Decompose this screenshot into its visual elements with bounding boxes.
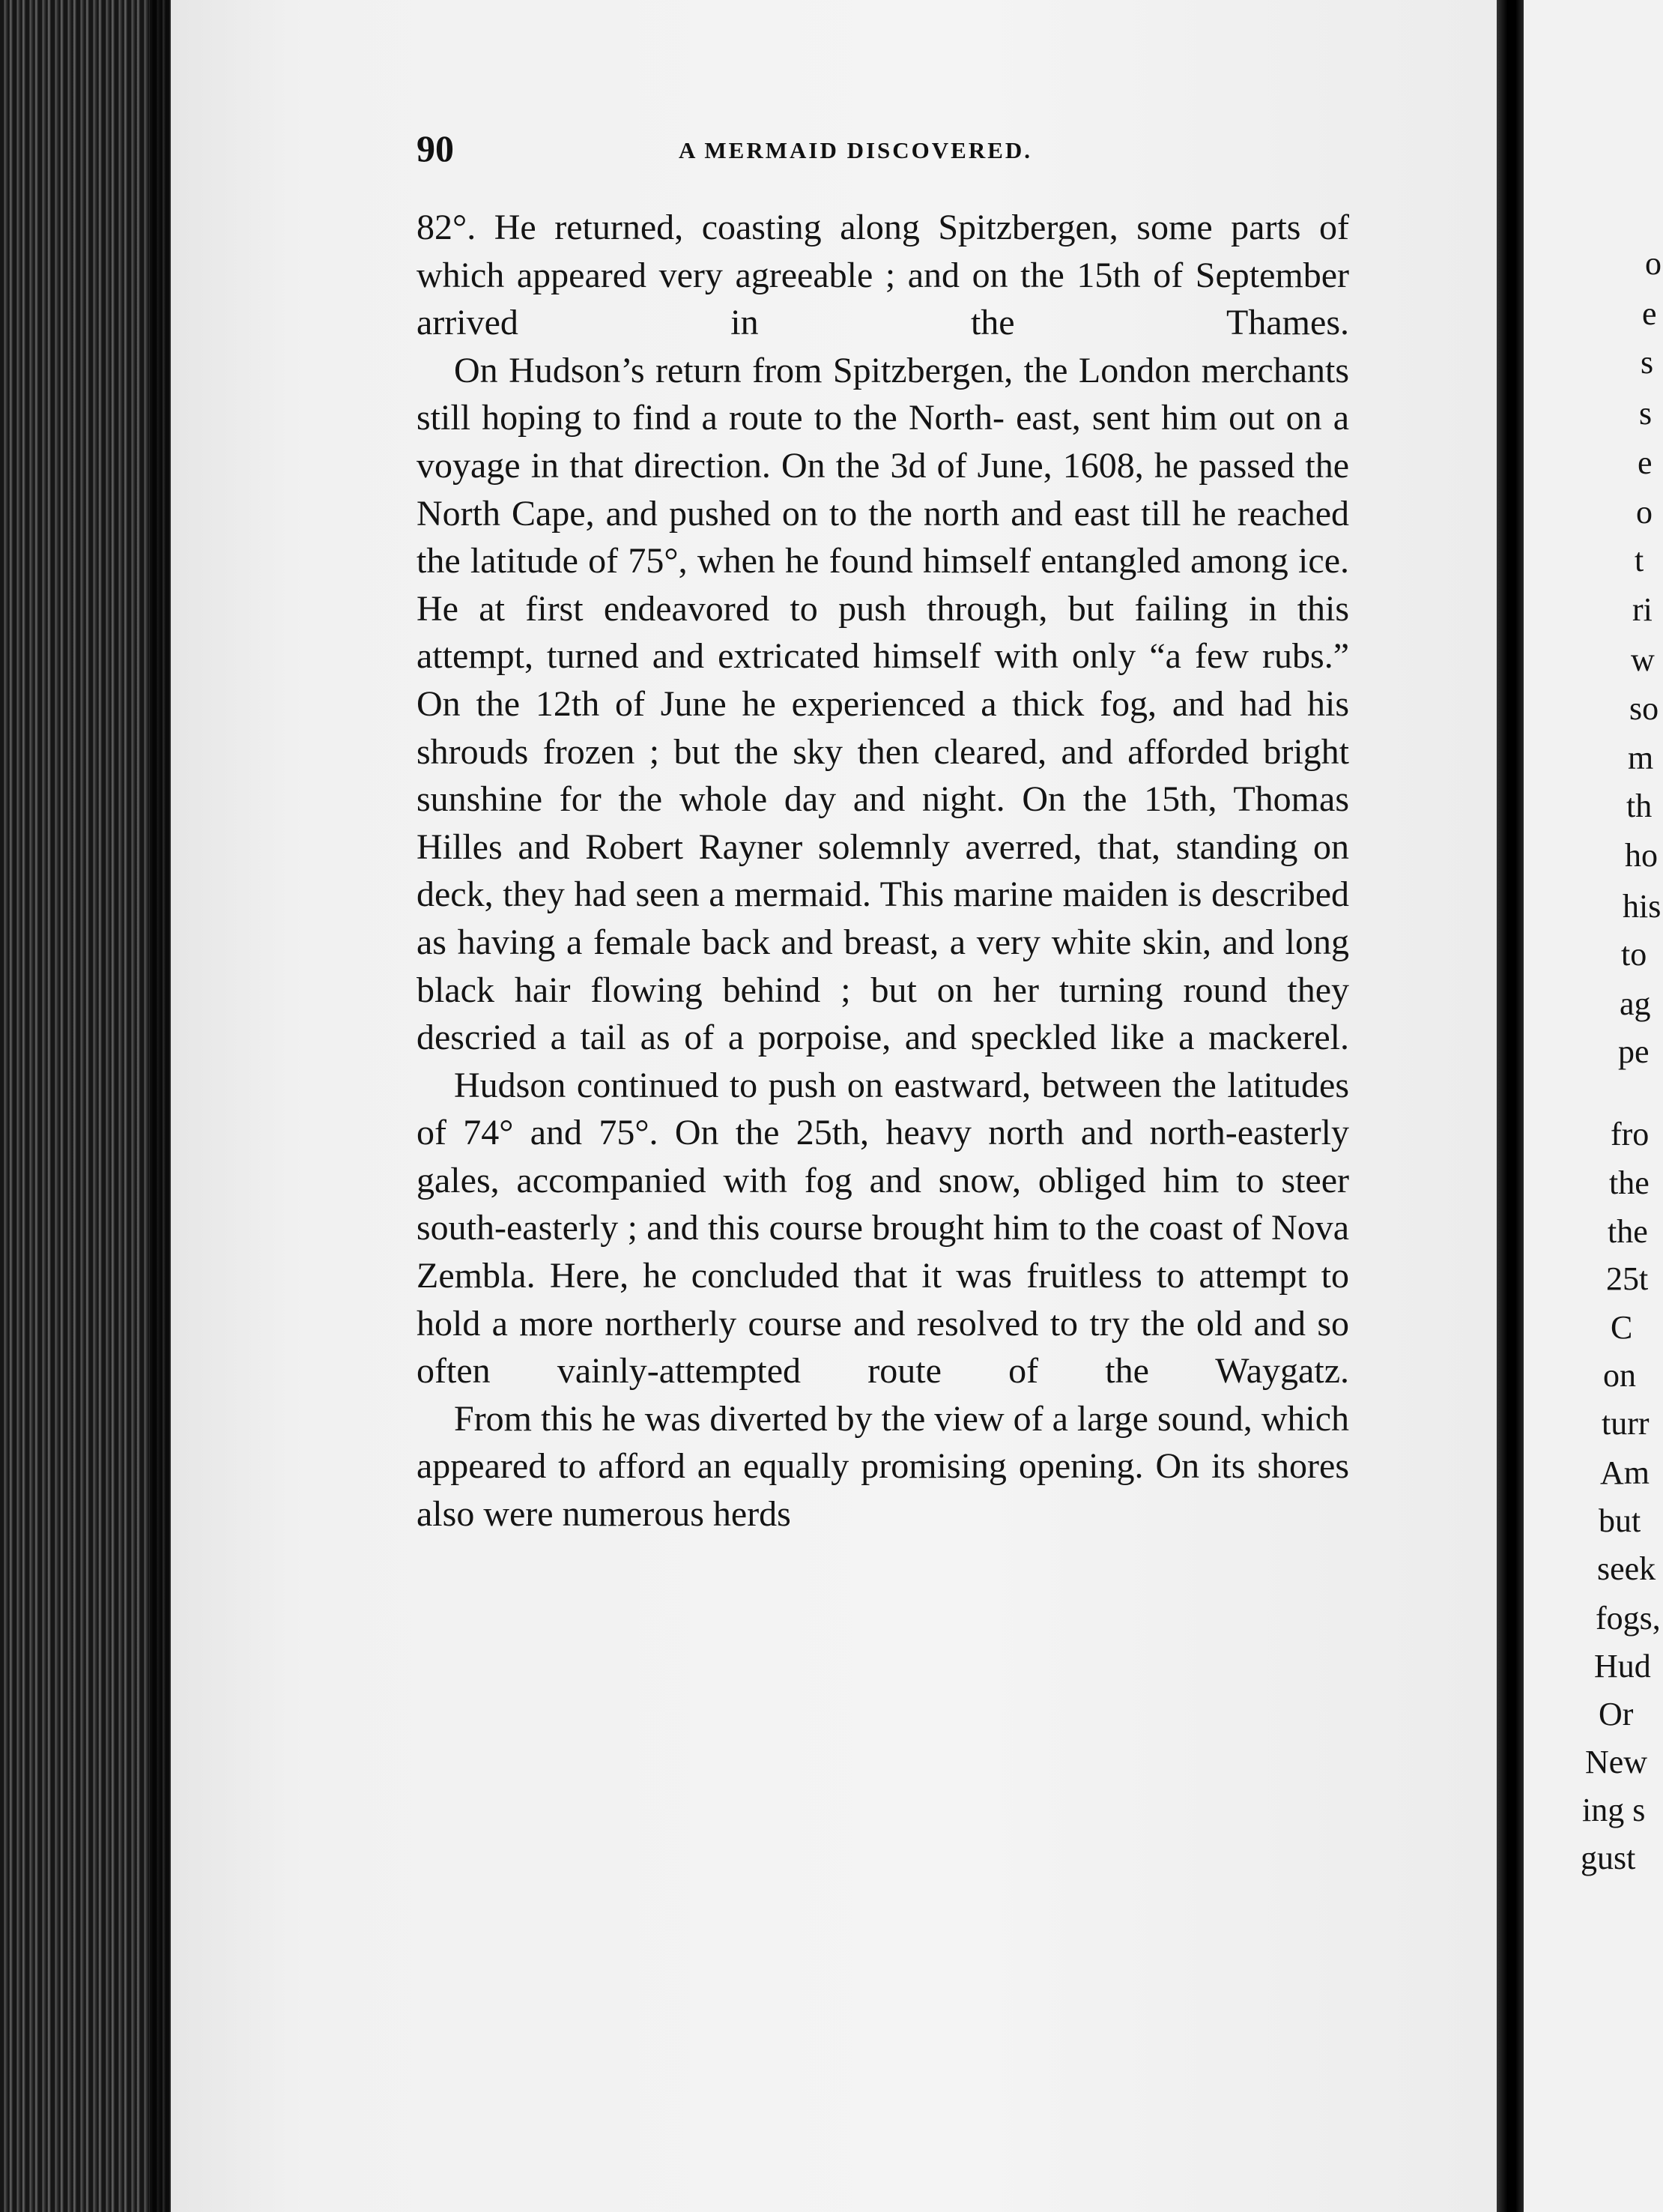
text-line: pushed on to the north and east till he reached the: [416, 493, 1350, 581]
adjacent-text-fragment: w: [1631, 641, 1655, 678]
adjacent-text-fragment: fro: [1611, 1116, 1650, 1152]
text-line: descried a tail as of a porpoise, and speckled like a: [416, 1018, 1195, 1058]
paragraph: [416, 204, 1349, 347]
text-line: and snow, obliged him to steer south-easterly ; and: [416, 1160, 1349, 1248]
text-line: 15th of September arrived in the Thames.: [416, 255, 1350, 343]
adjacent-text-fragment: ri: [1632, 591, 1653, 628]
adjacent-text-fragment: o: [1636, 494, 1653, 531]
adjacent-text-fragment: on: [1603, 1357, 1636, 1394]
running-head: [416, 126, 1353, 171]
text-line: From this he was diverted by the view of a large: [454, 1398, 1148, 1439]
adjacent-text-fragment: ing s: [1582, 1792, 1646, 1828]
text-line: the latitudes of 74° and 75°. On the 25th, heavy: [416, 1065, 1350, 1153]
text-line: June he experienced a thick fog, and had his shrouds: [416, 683, 1350, 772]
adjacent-text-fragment: New: [1585, 1744, 1648, 1780]
text-line: latitude of 75°, when he found himself entangled: [470, 541, 1181, 581]
adjacent-text-fragment: m: [1628, 740, 1654, 776]
adjacent-page: [1524, 0, 1663, 2212]
text-line: parts of which appeared very agreeable ; and on the: [416, 208, 1349, 295]
text-line: east, sent him out on a voyage in that direction. On: [416, 398, 1350, 486]
text-line: this course brought him to the coast of Nova Zembla.: [416, 1208, 1350, 1296]
adjacent-text-fragment: his: [1623, 888, 1662, 925]
paragraph: [416, 1062, 1349, 1395]
adjacent-text-fragment: the: [1609, 1164, 1650, 1201]
text-line: to hold a more northerly course and resolved to try: [416, 1256, 1349, 1344]
text-line: Thomas Hilles and Robert Rayner solemnly averred,: [416, 779, 1349, 867]
text-line: the old and so often vainly-attempted route of the: [416, 1303, 1350, 1391]
adjacent-text-fragment: ag: [1620, 985, 1651, 1022]
adjacent-text-fragment: s: [1639, 395, 1653, 432]
text-line: Hudson continued to push on eastward, between: [454, 1065, 1162, 1105]
paragraph: [416, 1395, 1349, 1538]
paragraph: [416, 347, 1349, 1062]
adjacent-text-fragment: o: [1645, 245, 1662, 282]
adjacent-text-fragment: pe: [1618, 1033, 1650, 1070]
adjacent-text-fragment: Hud: [1594, 1648, 1651, 1684]
text-line: north and north-easterly gales, accompanied with fog: [416, 1113, 1350, 1200]
page-header-title: A MERMAID DISCOVERED.: [679, 137, 1033, 163]
adjacent-text-fragment: turr: [1602, 1405, 1650, 1442]
adjacent-text-fragment: but: [1599, 1502, 1641, 1539]
text-line: hair flowing behind ; but on her turning round they: [514, 970, 1349, 1010]
adjacent-text-fragment: so: [1629, 690, 1659, 727]
adjacent-text-fragment: t: [1635, 542, 1644, 578]
adjacent-text-fragment: th: [1626, 788, 1653, 824]
text-line: opening. On its shores also were numerous herds: [416, 1446, 1350, 1535]
adjacent-text-fragment: fogs,: [1596, 1600, 1661, 1637]
adjacent-text-fragment: ho: [1625, 837, 1658, 874]
adjacent-text-fragment: gust: [1581, 1840, 1636, 1876]
book-gutter: [0, 0, 172, 2212]
text-line: frozen ; but the sky then cleared, and afforded bright: [542, 731, 1350, 772]
text-line: merchants still hoping to find a route to the North-: [416, 350, 1350, 438]
text-line: himself with only “a few rubs.” On the 12th of: [416, 636, 1350, 724]
text-line: This marine maiden is described as having a female: [416, 874, 1350, 962]
page-number: 90: [416, 127, 454, 169]
page-divider: [1497, 0, 1524, 2212]
text-line: but failing in this attempt, turned and extricated: [416, 588, 1349, 677]
body-text: [416, 204, 1349, 1538]
adjacent-text-fragment: seek: [1597, 1550, 1656, 1587]
adjacent-text-fragment: s: [1641, 344, 1654, 381]
text-line: Here, he concluded that it was fruitless to attempt: [549, 1256, 1307, 1296]
text-line: 82°. He returned, coasting along Spitzbergen, some: [416, 208, 1213, 247]
adjacent-text-fragment: Am: [1600, 1454, 1650, 1491]
text-line: sunshine for the whole day and night. On the 15th,: [416, 779, 1217, 820]
adjacent-text-fragment: Or: [1599, 1696, 1634, 1732]
text-line: that, standing on deck, they had seen a mermaid.: [416, 827, 1350, 915]
adjacent-text-fragment: e: [1638, 444, 1653, 481]
text-line: sound, which appeared to afford an equally promising: [416, 1398, 1350, 1487]
adjacent-text-fragment: C: [1611, 1309, 1633, 1346]
text-line: the 3d of June, 1608, he passed the North Cape, and: [416, 445, 1350, 534]
text-line: among ice. He at first endeavored to push through,: [416, 541, 1349, 629]
adjacent-text-fragment: the: [1608, 1213, 1648, 1250]
text-line: Waygatz.: [1215, 1351, 1349, 1391]
text-line: mackerel.: [1208, 1018, 1350, 1058]
text-line: back and breast, a very white skin, and long black: [416, 922, 1350, 1010]
adjacent-text-fragment: 25t: [1606, 1260, 1649, 1297]
text-line: On Hudson’s return from Spitzbergen, the London: [454, 350, 1191, 390]
adjacent-text-fragment: to: [1621, 936, 1647, 973]
adjacent-text-fragment: e: [1642, 295, 1657, 332]
